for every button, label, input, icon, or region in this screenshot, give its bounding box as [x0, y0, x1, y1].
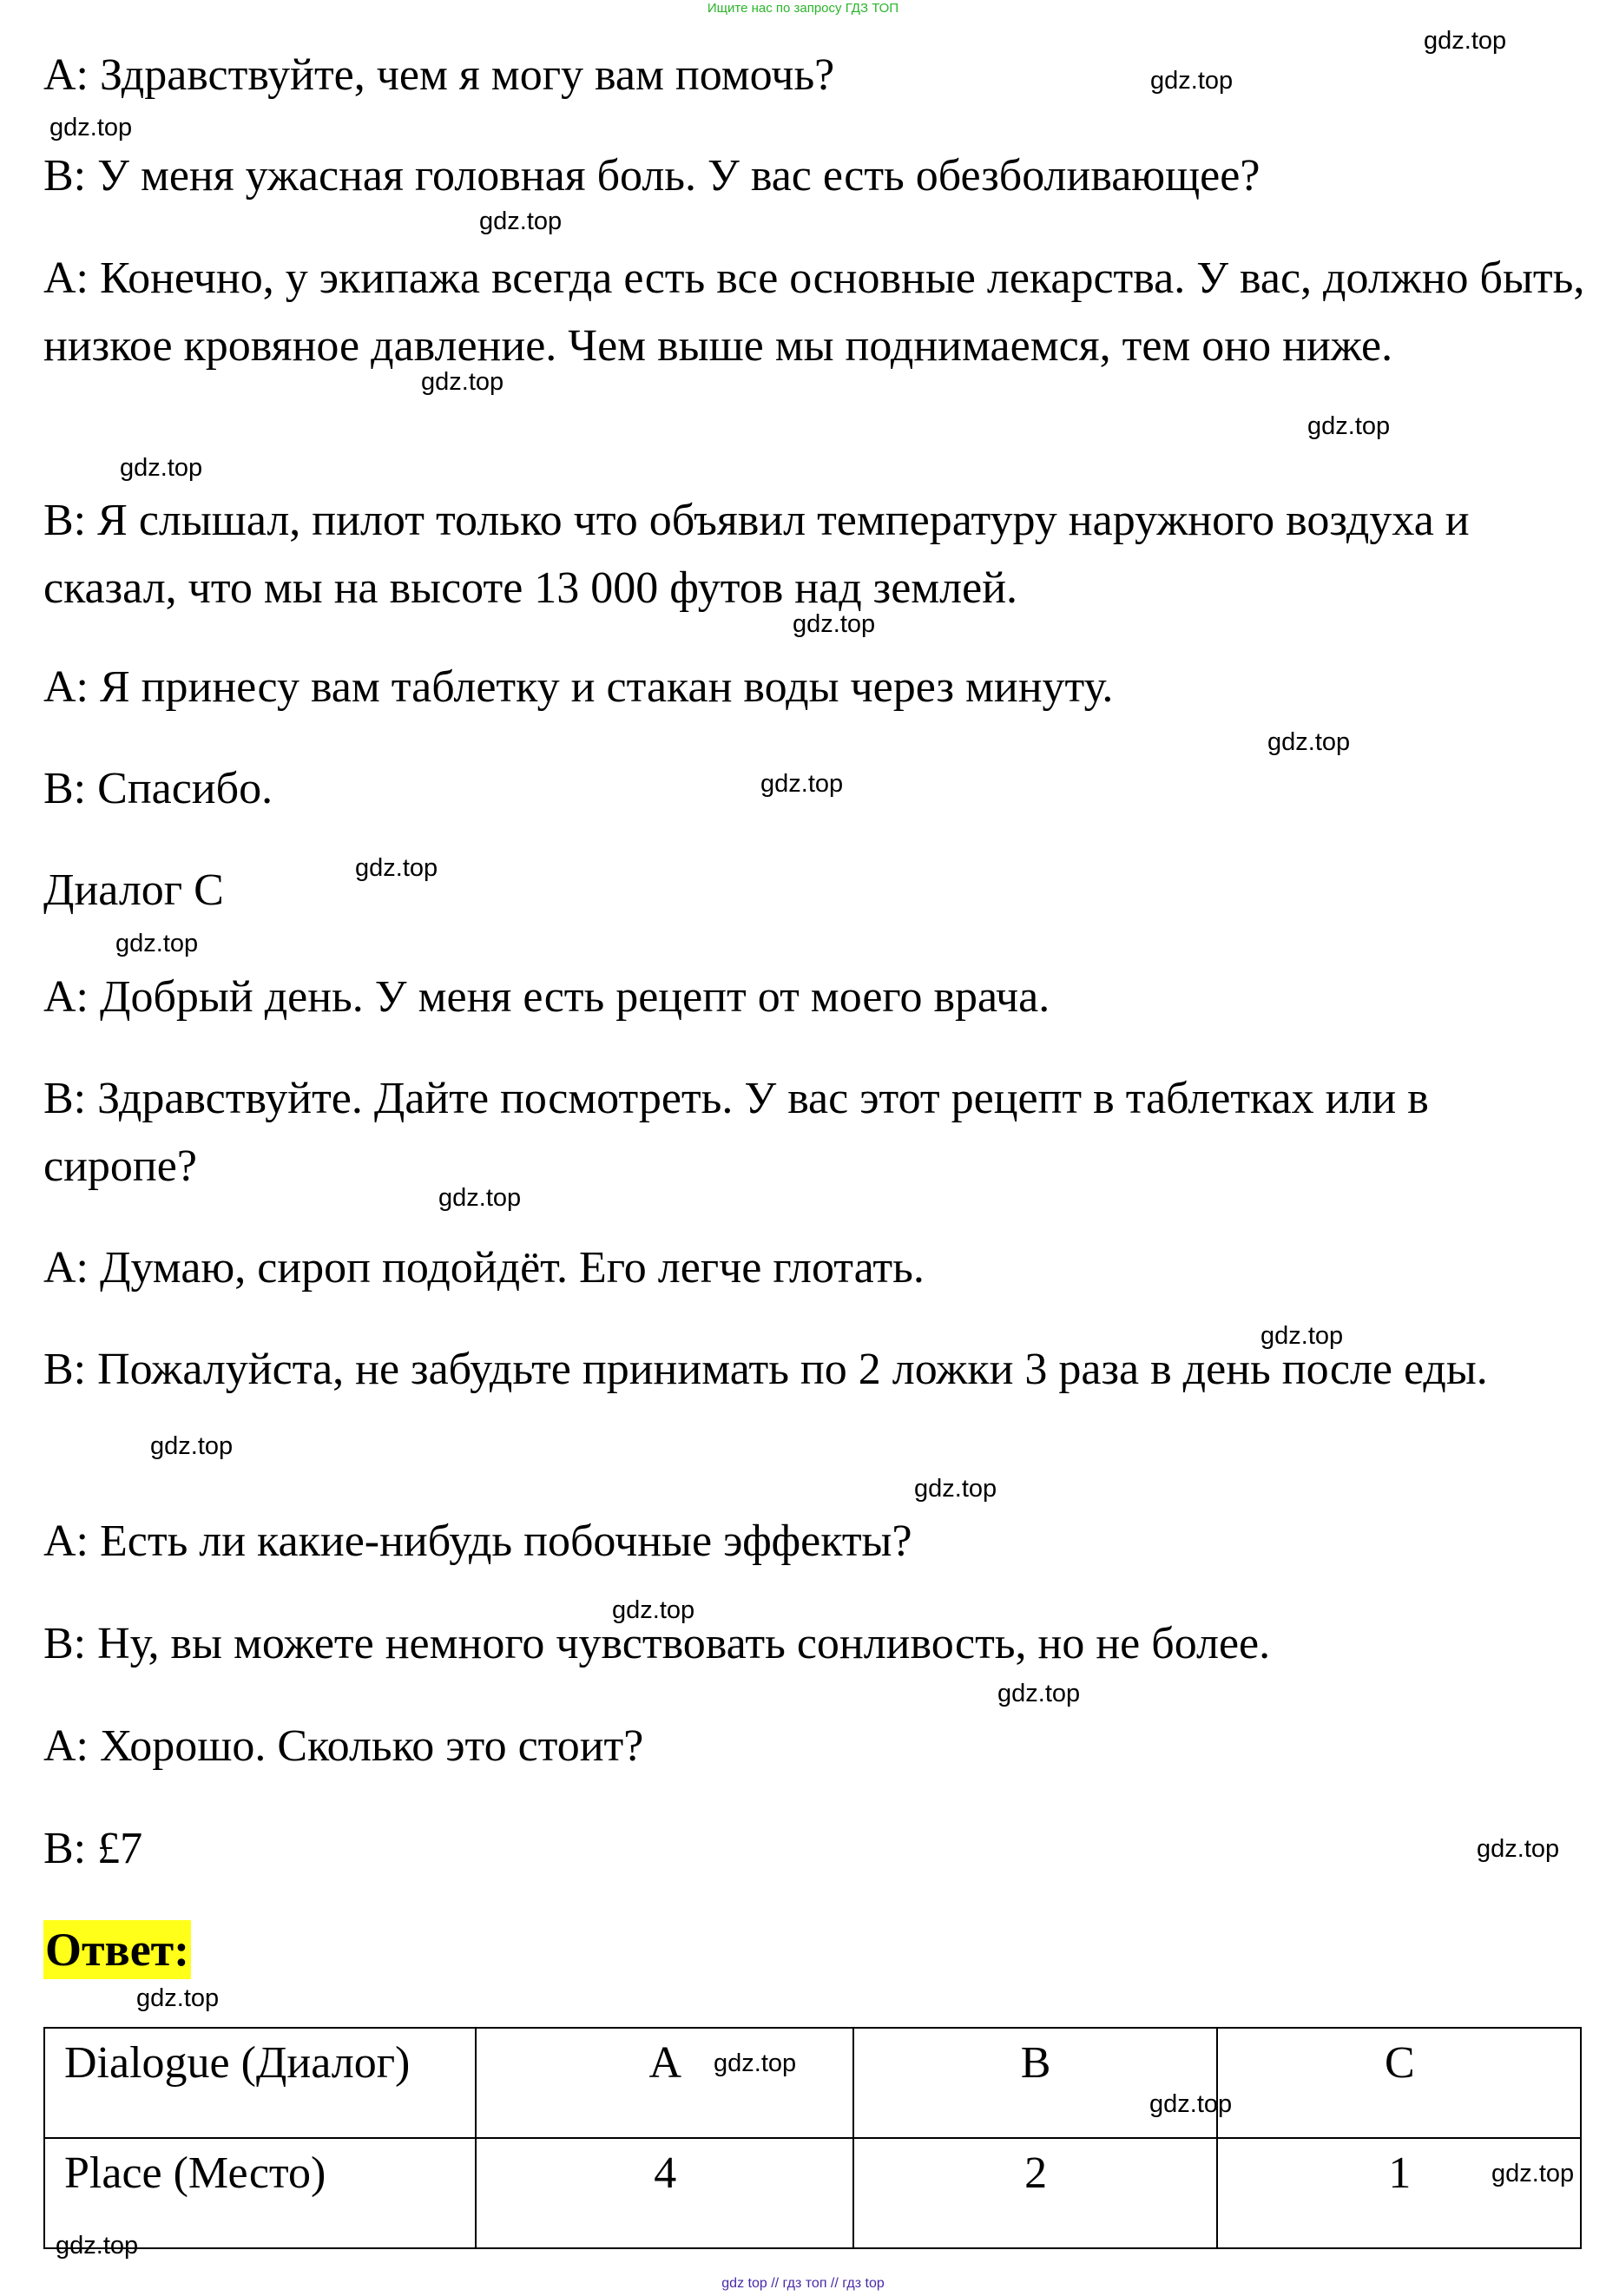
- dialog-line: B: Я слышал, пилот только что объявил температуру наружного воздуха и сказал, что мы на высоте 13 000 футов над землей.: [43, 496, 1470, 613]
- dialog-line: B: £7: [43, 1824, 143, 1873]
- dialog-line: B: Пожалуйста, не забудьте принимать по 2 ложки 3 раза в день после еды.: [43, 1345, 1488, 1394]
- table-row: [44, 2138, 1581, 2248]
- watermark: gdz.top: [1149, 2090, 1233, 2118]
- watermark: gdz.top: [1267, 728, 1351, 756]
- watermark: gdz.top: [1150, 67, 1234, 95]
- watermark: gdz.top: [120, 454, 203, 482]
- table-cell: B: [853, 2028, 1217, 2138]
- watermark: gdz.top: [1424, 27, 1507, 55]
- watermark: gdz.top: [714, 2049, 797, 2077]
- watermark: gdz.top: [914, 1475, 997, 1503]
- answer-table: [43, 2027, 1582, 2249]
- watermark: gdz.top: [1260, 1322, 1344, 1350]
- footer-note: gdz top // гдз топ // гдз top: [721, 2276, 885, 2291]
- dialog-line: A: Думаю, сироп подойдёт. Его легче глотать.: [43, 1243, 925, 1293]
- watermark: gdz.top: [421, 368, 504, 396]
- watermark: gdz.top: [612, 1596, 695, 1624]
- table-cell: 4: [476, 2138, 853, 2248]
- watermark: gdz.top: [150, 1432, 234, 1460]
- watermark: gdz.top: [1307, 412, 1391, 440]
- watermark: gdz.top: [997, 1680, 1081, 1707]
- dialog-line: A: Есть ли какие-нибудь побочные эффекты?: [43, 1516, 912, 1566]
- watermark: gdz.top: [793, 610, 876, 638]
- table-cell: Dialogue (Диалог): [44, 2028, 476, 2138]
- table-row: [44, 2028, 1581, 2138]
- table-cell: 1: [1217, 2138, 1581, 2248]
- dialog-line: A: Я принесу вам таблетку и стакан воды через минуту.: [43, 662, 1114, 712]
- dialog-line: A: Здравствуйте, чем я могу вам помочь?: [43, 50, 835, 100]
- table-cell: Place (Место): [44, 2138, 476, 2248]
- watermark: gdz.top: [115, 930, 199, 957]
- watermark: gdz.top: [355, 854, 438, 882]
- watermark: gdz.top: [760, 770, 844, 798]
- answer-label: Ответ:: [43, 1920, 191, 1979]
- watermark: gdz.top: [1491, 2160, 1575, 2187]
- table-cell: 2: [853, 2138, 1217, 2248]
- watermark: gdz.top: [56, 2232, 139, 2260]
- section-heading: Диалог С: [43, 865, 224, 915]
- watermark: gdz.top: [49, 114, 133, 141]
- header-note: Ищите нас по запросу ГДЗ ТОП: [707, 1, 899, 16]
- watermark: gdz.top: [1477, 1835, 1560, 1863]
- dialog-line: B: Спасибо.: [43, 764, 273, 813]
- dialog-line: A: Конечно, у экипажа всегда есть все основные лекарства. У вас, должно быть, низкое кровяное давление. Чем выше мы поднимаемся, тем оно ниже.: [43, 253, 1585, 371]
- dialog-line: B: Ну, вы можете немного чувствовать сонливость, но не более.: [43, 1619, 1271, 1668]
- dialog-line: B: Здравствуйте. Дайте посмотреть. У вас этот рецепт в таблетках или в сиропе?: [43, 1074, 1429, 1191]
- watermark: gdz.top: [136, 1984, 220, 2012]
- watermark: gdz.top: [438, 1184, 522, 1212]
- table-cell: C: [1217, 2028, 1581, 2138]
- dialog-line: B: У меня ужасная головная боль. У вас есть обезболивающее?: [43, 151, 1260, 201]
- table-cell: A: [476, 2028, 853, 2138]
- watermark: gdz.top: [479, 207, 563, 235]
- dialog-line: A: Добрый день. У меня есть рецепт от моего врача.: [43, 972, 1050, 1022]
- dialog-line: A: Хорошо. Сколько это стоит?: [43, 1721, 644, 1771]
